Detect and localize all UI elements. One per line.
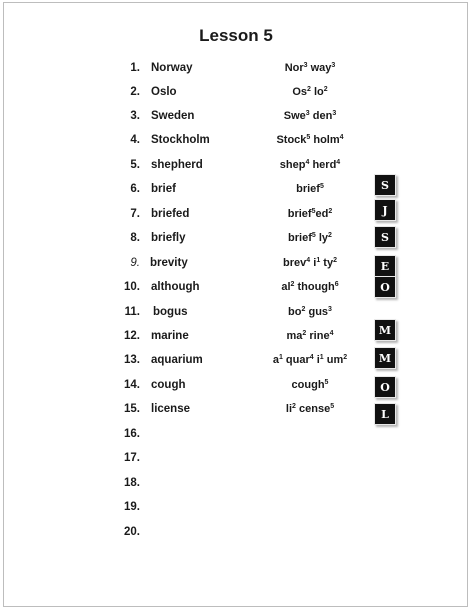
syllable: i [313, 354, 320, 366]
spelling-word: license [151, 403, 190, 415]
letter-tile: S [374, 226, 396, 248]
letter-tile: L [374, 403, 396, 425]
item-number: 12. [124, 330, 140, 342]
syllable: quar [282, 354, 310, 366]
list-item [0, 428, 472, 446]
syllable: i [310, 257, 317, 269]
syllable-breakdown [283, 257, 337, 269]
syllable-mark: 5 [319, 183, 324, 190]
list-item [0, 86, 472, 104]
letter-tile: M [374, 347, 396, 369]
letter-tile: O [374, 276, 396, 298]
syllable-mark: 4 [329, 330, 334, 337]
syllable: gus [305, 306, 329, 318]
list-item [0, 306, 472, 324]
spelling-word: Norway [151, 62, 193, 74]
item-number: 7. [130, 208, 140, 220]
syllable: ly [315, 232, 329, 244]
spelling-word: briefed [151, 208, 190, 220]
item-number: 9. [130, 257, 140, 269]
syllable: a [272, 354, 279, 366]
item-number: 1. [130, 62, 140, 74]
syllable: brief [296, 183, 320, 195]
list-item [0, 257, 472, 275]
syllable-mark: 1 [319, 354, 324, 361]
syllable-mark: 3 [305, 110, 310, 117]
syllable: rine [306, 330, 330, 342]
spelling-word: cough [151, 379, 186, 391]
spelling-word: brief [151, 183, 176, 195]
item-number: 10. [124, 281, 140, 293]
syllable-breakdown [280, 159, 340, 171]
spelling-word: Stockholm [151, 134, 210, 146]
syllable-breakdown [288, 306, 332, 318]
syllable-mark: 1 [278, 354, 283, 361]
list-item [0, 452, 472, 470]
syllable-mark: 2 [301, 306, 306, 313]
syllable-mark: 2 [302, 330, 307, 337]
syllable-mark: 5 [324, 379, 329, 386]
list-item [0, 403, 472, 421]
syllable: ty [320, 257, 334, 269]
item-number: 19. [124, 501, 140, 513]
list-item [0, 110, 472, 128]
syllable: cense [295, 403, 331, 415]
syllable-mark: 5 [330, 403, 335, 410]
syllable-mark: 1 [316, 257, 321, 264]
syllable-mark: 2 [328, 232, 332, 239]
syllable: al [281, 281, 291, 293]
syllable-mark: 4 [306, 257, 311, 264]
list-item [0, 183, 472, 201]
item-number: 15. [124, 403, 140, 415]
syllable-mark: 3 [331, 62, 336, 69]
item-number: 13. [124, 354, 140, 366]
syllable: lo [310, 86, 324, 98]
syllable: Os [292, 86, 308, 98]
syllable: way [307, 62, 332, 74]
syllable-mark: 4 [339, 134, 344, 141]
item-number: 17. [124, 452, 140, 464]
list-item [0, 62, 472, 80]
spelling-word: aquarium [151, 354, 203, 366]
syllable-mark: 4 [336, 159, 341, 166]
syllable-breakdown [285, 62, 336, 74]
spelling-word: Sweden [151, 110, 195, 122]
syllable-breakdown [284, 110, 336, 122]
item-number: 18. [124, 477, 140, 489]
syllable: den [309, 110, 333, 122]
item-number: 16. [124, 428, 140, 440]
syllable-mark: 4 [305, 159, 310, 166]
item-number: 20. [124, 526, 140, 538]
syllable-breakdown [288, 208, 333, 220]
syllable-mark: 2 [307, 86, 311, 93]
syllable-mark: 5 [306, 134, 311, 141]
syllable-breakdown [273, 354, 347, 366]
syllable-breakdown [292, 379, 329, 391]
spelling-word: although [151, 281, 200, 293]
syllable-mark: 2 [333, 257, 337, 264]
syllable-breakdown [281, 281, 338, 293]
syllable: Swe [283, 110, 306, 122]
spelling-word: Oslo [151, 86, 177, 98]
item-number: 4. [130, 134, 140, 146]
syllable: brief [287, 208, 312, 220]
list-item [0, 526, 472, 544]
item-number: 6. [130, 183, 140, 195]
spelling-word: briefly [151, 232, 186, 244]
syllable: brief [288, 232, 312, 244]
syllable: shep [279, 159, 306, 171]
syllable-mark: 2 [290, 281, 295, 288]
syllable-mark: 3 [328, 306, 332, 313]
list-item [0, 159, 472, 177]
letter-tile: M [374, 319, 396, 341]
syllable-breakdown [288, 232, 332, 244]
syllable: ed [315, 208, 329, 220]
list-item [0, 281, 472, 299]
list-item [0, 134, 472, 152]
syllable-mark: 2 [343, 354, 348, 361]
syllable-mark: 4 [309, 354, 314, 361]
syllable: li [285, 403, 293, 415]
list-item [0, 232, 472, 250]
syllable: holm [310, 134, 340, 146]
page-title: Lesson 5 [199, 26, 273, 45]
syllable-mark: 2 [292, 403, 296, 410]
syllable-mark: 3 [332, 110, 337, 117]
item-number: 14. [124, 379, 140, 391]
syllable-breakdown [286, 403, 334, 415]
list-item [0, 354, 472, 372]
item-number: 11. [124, 306, 140, 318]
list-item [0, 477, 472, 495]
syllable: Nor [284, 62, 304, 74]
letter-tile: O [374, 376, 396, 398]
syllable-breakdown [292, 86, 327, 98]
syllable: um [323, 354, 344, 366]
syllable-mark: 5 [311, 232, 316, 239]
syllable-breakdown [296, 183, 324, 195]
syllable-mark: 3 [303, 62, 308, 69]
syllable-mark: 2 [328, 208, 333, 215]
syllable: ma [286, 330, 303, 342]
syllable-breakdown [276, 134, 343, 146]
letter-tile: E [374, 255, 396, 277]
syllable-mark: 2 [323, 86, 328, 93]
spelling-word: brevity [150, 257, 188, 269]
item-number: 5. [130, 159, 140, 171]
list-item [0, 379, 472, 397]
list-item [0, 208, 472, 226]
spelling-word: bogus [153, 306, 188, 318]
syllable: bo [288, 306, 302, 318]
syllable-mark: 5 [311, 208, 316, 215]
syllable: Stock [276, 134, 307, 146]
syllable: herd [309, 159, 337, 171]
syllable: though [294, 281, 335, 293]
letter-tile: S [374, 174, 396, 196]
spelling-word: shepherd [151, 159, 203, 171]
item-number: 2. [130, 86, 140, 98]
item-number: 3. [130, 110, 140, 122]
syllable-mark: 6 [334, 281, 339, 288]
letter-tile: J [374, 199, 396, 221]
list-item [0, 330, 472, 348]
spelling-word: marine [151, 330, 189, 342]
syllable: cough [291, 379, 325, 391]
item-number: 8. [130, 232, 140, 244]
syllable-breakdown [287, 330, 334, 342]
list-item [0, 501, 472, 519]
syllable: brev [283, 257, 307, 269]
